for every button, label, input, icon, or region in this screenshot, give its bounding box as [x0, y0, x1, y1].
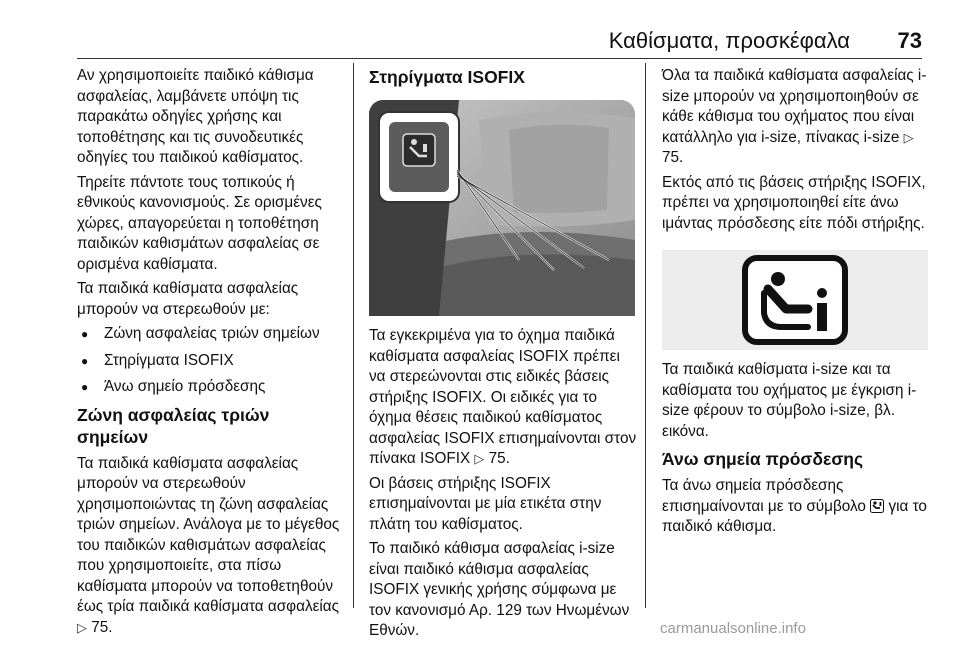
isize-symbol-paragraph: Τα παιδικά καθίσματα i-size και τα καθίσματα του οχήματος με έγκριση i-size φέρουν το σύμβολο i-size, βλ. εικόνα.	[662, 361, 917, 440]
fastening-intro: Τα παιδικά καθίσματα ασφαλείας μπορούν να στερεωθούν με:	[77, 280, 299, 318]
page-reference[interactable]: 75.	[662, 149, 684, 166]
page-reference[interactable]: 75.	[91, 618, 113, 636]
paragraph-text: για το παιδικό κάθισμα.	[662, 497, 927, 535]
top-tether-paragraph	[662, 476, 930, 538]
tether-paragraph: Εκτός από τις βάσεις στήριξης ISOFIX, πρέπει να χρησιμοποιηθεί είτε άνω ιμάντας πρόσδεσης είτε πόδι στήριξης.	[662, 173, 926, 232]
list-item: ● Άνω σημείο πρόσδεσης	[77, 377, 345, 398]
section-heading-three-point-belt: Ζώνη ασφαλείας τριών σημείων	[77, 404, 270, 447]
header-divider	[77, 58, 922, 59]
paragraph-text: Τα παιδικά καθίσματα ασφαλείας μπορούν να στερεωθούν χρησιμοποιώντας τη ζώνη ασφαλείας τριών σημείων. Ανάλογα με το μέγεθος του παιδικών καθισμάτων ασφαλείας που χρησιμοποιείτε, στα πίσω καθίσματα μπορούν να τοποθετηθούν έως τρία παιδικά καθίσματα ασφαλείας	[77, 454, 340, 615]
page-reference-icon: ▷	[77, 619, 87, 635]
column-3	[662, 66, 930, 542]
isize-symbol-figure	[662, 250, 928, 350]
column-1	[77, 66, 345, 642]
isize-definition-paragraph: Το παιδικό κάθισμα ασφαλείας i-size είναι παιδικό κάθισμα ασφαλείας ISOFIX γενικής χρήσης σύμφωνα με τον κανονισμό Αρ. 129 των Ηνωμένων Εθνών.	[369, 540, 630, 639]
column-divider-2	[645, 63, 646, 608]
page-reference-icon: ▷	[474, 451, 485, 466]
isofix-seat-photo	[369, 100, 635, 316]
intro-paragraph: Αν χρησιμοποιείτε παιδικό κάθισμα ασφαλείας, λαμβάνετε υπόψη τις παρακάτω οδηγίες χρήσης και τοποθέτησης και τις συνοδευτικές οδηγίες του παιδικού καθίσματος.	[77, 67, 314, 166]
page-reference[interactable]: 75.	[488, 450, 510, 467]
isofix-approved-paragraph	[369, 326, 639, 470]
list-item: ● Ζώνη ασφαλείας τριών σημείων	[77, 324, 345, 345]
page-header-title: Καθίσματα, προσκέφαλα	[608, 28, 850, 53]
paragraph-text: Τα εγκεκριμένα για το όχημα παιδικά καθίσματα ασφαλείας ISOFIX πρέπει να στερεώνονται στις ειδικές βάσεις στήριξης ISOFIX. Οι ειδικές για το όχημα θέσεις παιδικού καθίσματος ασφαλείας ISOFIX επισημαίνονται στον πίνακα ISOFIX	[369, 327, 637, 467]
child-seat-icon	[870, 499, 884, 513]
fastening-list	[77, 324, 345, 398]
watermark: carmanualsonline.info	[660, 620, 806, 637]
regulations-paragraph: Τηρείτε πάντοτε τους τοπικούς ή εθνικούς κανονισμούς. Σε ορισμένες χώρες, απαγορεύεται η τοποθέτηση παιδικών καθισμάτων ασφαλείας σε ορισμένα καθίσματα.	[77, 173, 322, 273]
paragraph-text: Όλα τα παιδικά καθίσματα ασφαλείας i-size μπορούν να χρησιμοποιηθούν σε κάθε κάθισμα του οχήματος που είναι κατάλληλο για i-size, πίνακας i-size	[662, 67, 927, 146]
column-divider-1	[353, 63, 354, 608]
column-2	[369, 66, 639, 646]
isofix-label-paragraph: Οι βάσεις στήριξης ISOFIX επισημαίνονται με μία ετικέτα στην πλάτη του καθίσματος.	[369, 474, 602, 533]
three-point-belt-paragraph	[77, 454, 345, 639]
page-number: 73	[897, 28, 922, 53]
section-heading-isofix: Στηρίγματα ISOFIX	[369, 67, 525, 87]
section-heading-top-tether: Άνω σημεία πρόσδεσης	[662, 449, 864, 469]
isize-symbol-icon	[742, 255, 848, 345]
isize-usage-paragraph	[662, 66, 930, 169]
paragraph-text: Τα άνω σημεία πρόσδεσης επισημαίνονται με το σύμβολο	[662, 477, 866, 515]
list-item: ● Στηρίγματα ISOFIX	[77, 351, 345, 372]
page-reference-icon: ▷	[903, 129, 914, 145]
